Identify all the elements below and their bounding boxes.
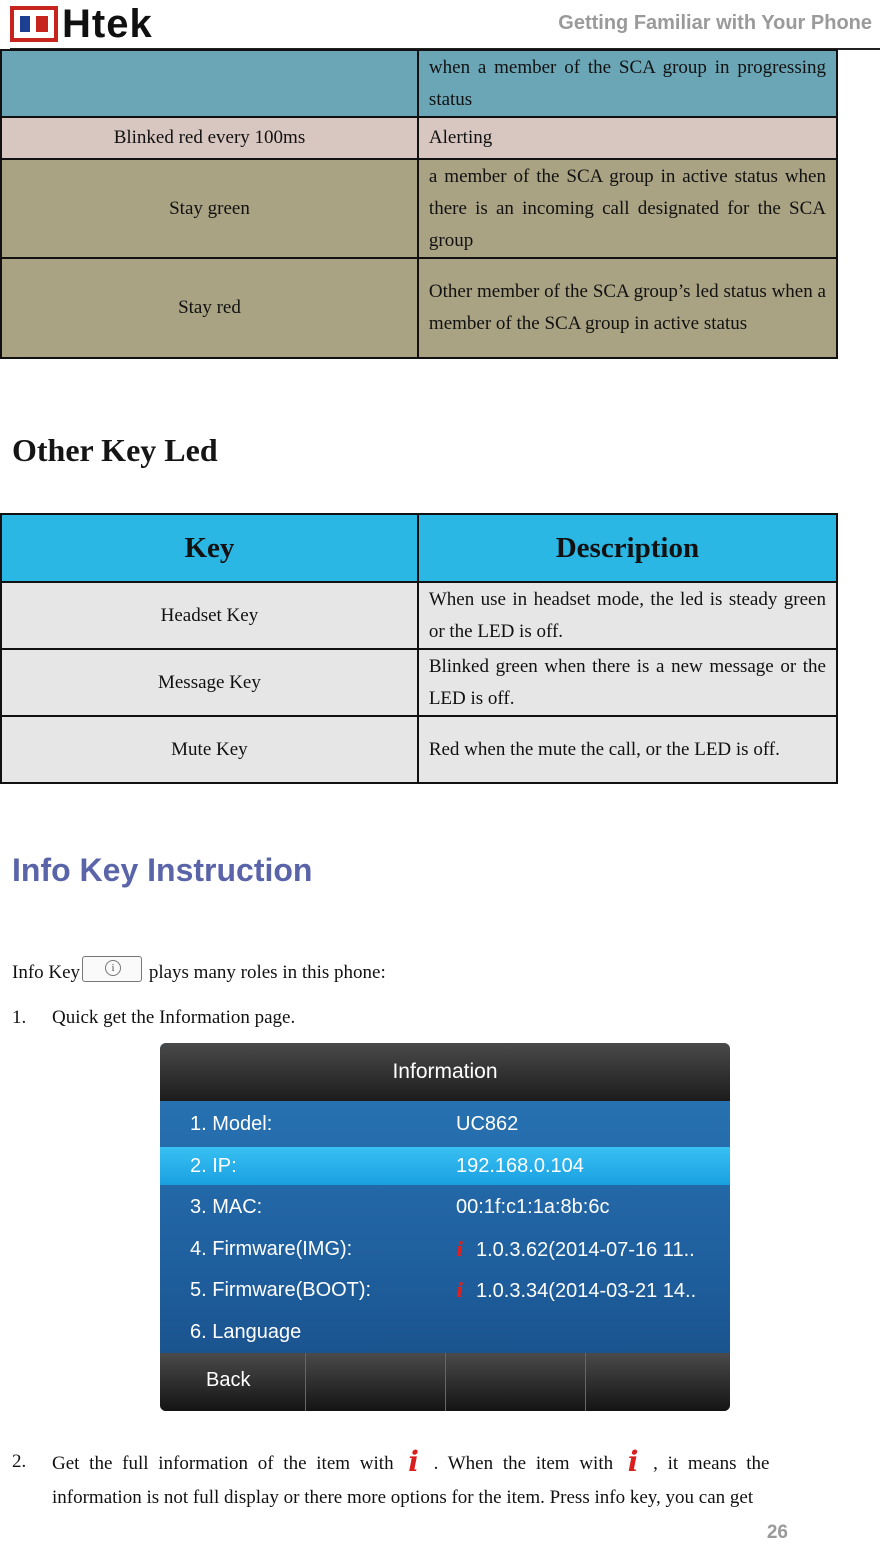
info-key-heading: Info Key Instruction xyxy=(12,852,313,888)
key-cell: Headset Key xyxy=(1,582,418,649)
screen-row xyxy=(160,1188,730,1226)
page-header xyxy=(0,0,880,50)
state-cell: Stay green xyxy=(1,159,418,258)
information-screen-image xyxy=(160,1043,730,1411)
description-cell: When use in headset mode, the led is steady green or the LED is off. xyxy=(418,582,837,649)
red-i-icon: i xyxy=(627,1445,639,1478)
intro-text-end: plays many roles in this phone: xyxy=(144,962,386,983)
step2-text-a: Get the full information of the item with xyxy=(52,1453,394,1474)
screen-row xyxy=(160,1147,730,1185)
screen-row-value xyxy=(456,1105,518,1143)
state-cell: Stay red xyxy=(1,258,418,358)
screen-row-value-text: 1.0.3.62(2014-07-16 11.. xyxy=(476,1238,695,1261)
softkey-label: Back xyxy=(206,1369,251,1391)
chapter-title: Getting Familiar with Your Phone xyxy=(558,12,872,34)
screen-row-value xyxy=(456,1147,584,1185)
intro-text-start: Info Key xyxy=(12,962,81,983)
screen-row-value xyxy=(456,1230,695,1269)
step-text: Quick get the Information page. xyxy=(52,1007,296,1028)
description-cell: Red when the mute the call, or the LED is off. xyxy=(418,716,837,783)
step-number: 1. xyxy=(12,1007,27,1028)
list-item xyxy=(12,1004,296,1032)
screen-row-value xyxy=(456,1271,696,1310)
list-item xyxy=(12,1445,878,1478)
key-cell: Mute Key xyxy=(1,716,418,783)
state-cell xyxy=(1,50,418,117)
table-row xyxy=(1,582,837,649)
step2-text-b: . When the item with xyxy=(433,1453,614,1474)
table-row xyxy=(1,117,837,159)
softkey-empty xyxy=(306,1353,446,1411)
table-row xyxy=(1,649,837,716)
state-cell: Blinked red every 100ms xyxy=(1,117,418,159)
softkey-back xyxy=(160,1353,306,1411)
table-header-row xyxy=(1,514,837,582)
screen-row xyxy=(160,1105,730,1143)
key-cell: Message Key xyxy=(1,649,418,716)
screen-row-label: 2. IP: xyxy=(190,1154,237,1177)
screen-row-label: 1. Model: xyxy=(190,1113,273,1135)
other-key-led-table xyxy=(0,513,838,784)
sca-led-table xyxy=(0,49,838,359)
screen-row-label: 3. MAC: xyxy=(190,1196,263,1218)
screen-row-label: 4. Firmware(IMG): xyxy=(190,1237,353,1260)
softkey-empty xyxy=(446,1353,586,1411)
page-number: 26 xyxy=(766,1522,788,1543)
logo-mark-icon xyxy=(10,6,58,42)
table-row xyxy=(1,50,837,117)
description-cell: when a member of the SCA group in progressing status xyxy=(418,50,837,117)
step2-line2: information is not full display or there more options for the item. Press info key, you can get xyxy=(52,1487,754,1508)
table-row xyxy=(1,716,837,783)
screen-row-label: 5. Firmware(BOOT): xyxy=(190,1279,372,1301)
more-info-icon: i xyxy=(456,1278,464,1302)
other-key-led-heading: Other Key Led xyxy=(12,432,218,468)
screen-row xyxy=(160,1313,730,1351)
table-row xyxy=(1,159,837,258)
key-column-header: Key xyxy=(1,514,418,582)
screen-row-value-text: 192.168.0.104 xyxy=(456,1154,584,1177)
description-column-header: Description xyxy=(418,514,837,582)
screen-row-value-text: 00:1f:c1:1a:8b:6c xyxy=(456,1196,610,1218)
screen-row xyxy=(160,1230,730,1268)
screen-title: Information xyxy=(160,1043,730,1101)
description-cell: a member of the SCA group in active status when there is an incoming call designated for the SCA group xyxy=(418,159,837,258)
screen-row xyxy=(160,1271,730,1309)
info-key-icon: i xyxy=(82,956,142,982)
softkey-bar xyxy=(160,1353,730,1411)
htek-logo xyxy=(10,1,153,46)
step2-text-c: , it means the xyxy=(653,1453,770,1474)
screen-row-value-text: UC862 xyxy=(456,1113,519,1135)
description-cell: Blinked green when there is a new message or the LED is off. xyxy=(418,649,837,716)
screen-row-value xyxy=(456,1188,609,1226)
logo-text: Htek xyxy=(62,1,153,46)
more-info-icon: i xyxy=(456,1236,464,1261)
screen-row-value-text: 1.0.3.34(2014-03-21 14.. xyxy=(476,1280,697,1302)
info-key-intro xyxy=(12,956,386,987)
step-number: 2. xyxy=(12,1451,27,1472)
table-row xyxy=(1,258,837,358)
screen-row-label: 6. Language xyxy=(190,1320,302,1343)
step-text xyxy=(52,1445,878,1478)
description-cell: Other member of the SCA group’s led status when a member of the SCA group in active status xyxy=(418,258,837,358)
description-cell: Alerting xyxy=(418,117,837,159)
red-i-icon: i xyxy=(408,1445,419,1478)
